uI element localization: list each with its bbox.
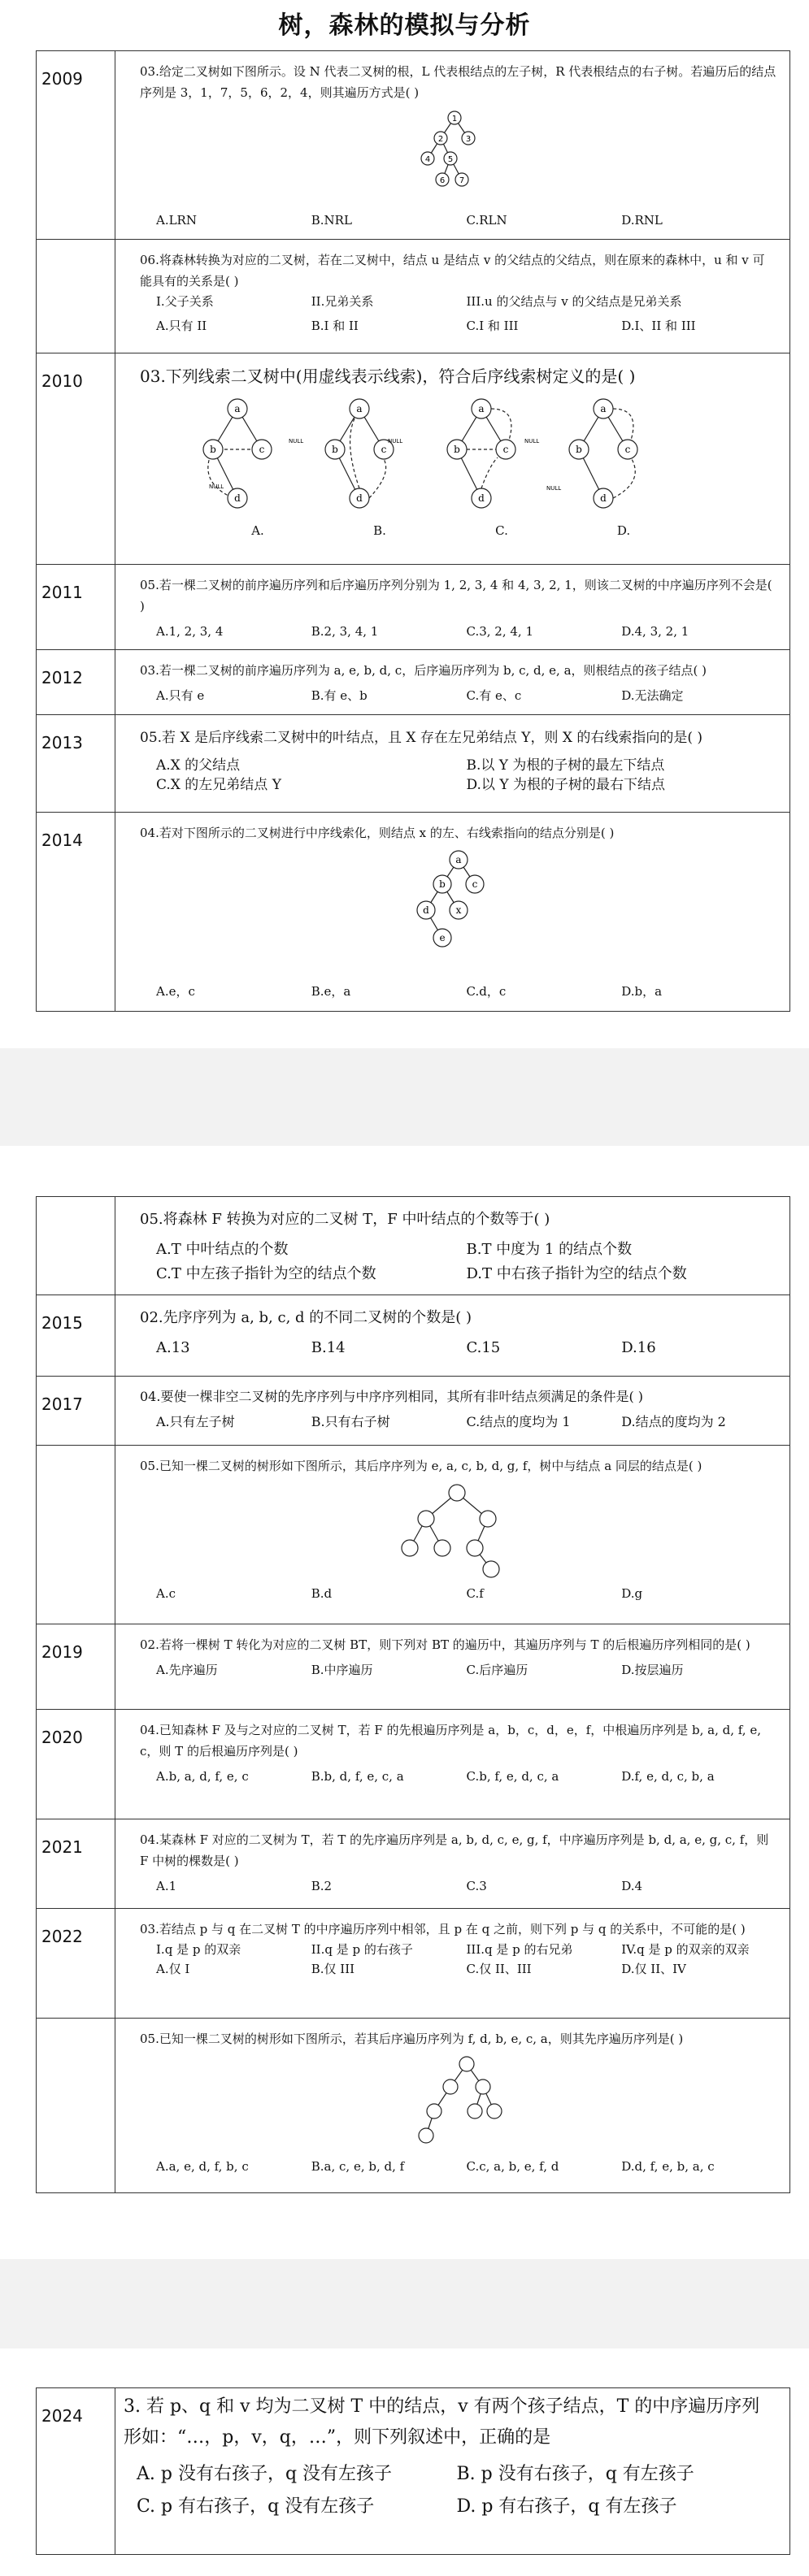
year-cell: 2015	[37, 1295, 115, 1377]
option-b: B.d	[311, 1586, 333, 1601]
question-text: 05.将森林 F 转换为对应的二叉树 T，F 中叶结点的个数等于( )	[140, 1211, 550, 1228]
table-row	[37, 715, 790, 813]
option-c: C.结点的度均为 1	[466, 1414, 571, 1429]
caption-d: D.	[616, 523, 631, 538]
option-b: B.NRL	[311, 213, 352, 228]
option-b: B.以 Y 为根的子树的最左下结点	[466, 757, 665, 774]
year-cell: 2022	[37, 1909, 115, 2019]
question-cell	[115, 240, 790, 353]
year-cell: 2021	[37, 1819, 115, 1909]
table-row	[37, 1197, 790, 1295]
node-label: b	[438, 878, 446, 890]
option-a: A.T 中叶结点的个数	[156, 1241, 289, 1258]
question-cell	[115, 1295, 790, 1377]
option-b: B.只有右子树	[311, 1414, 390, 1429]
option-c: C.f	[466, 1586, 484, 1601]
option-a: A.1, 2, 3, 4	[156, 624, 224, 639]
option-a: A.先序遍历	[156, 1663, 218, 1677]
table-row	[37, 1909, 790, 2019]
option-c: C.RLN	[466, 213, 507, 228]
option-c: C.X 的左兄弟结点 Y	[156, 777, 281, 793]
year-cell: 2013	[37, 715, 115, 813]
option-d: D.I、II 和 III	[621, 319, 696, 333]
question-cell	[115, 1710, 790, 1819]
statement-ii: II.q 是 p 的右孩子	[311, 1942, 413, 1957]
option-d: D.b，a	[621, 984, 663, 999]
node-label: c	[624, 444, 631, 455]
statement-iii: III.q 是 p 的右兄弟	[466, 1942, 573, 1957]
table-row	[37, 565, 790, 650]
option-a: A.仅 I	[156, 1962, 190, 1976]
question-text: 05.若 X 是后序线索二叉树中的叶结点，且 X 存在左兄弟结点 Y，则 X 的右线索指向的是( )	[140, 730, 703, 746]
question-cell	[115, 650, 790, 715]
sheet-1	[0, 0, 809, 1048]
question-cell	[115, 813, 790, 1012]
option-b: B.14	[311, 1339, 346, 1356]
node-label: c	[502, 444, 509, 455]
answer-options	[140, 1660, 776, 1680]
answer-options	[140, 1959, 776, 1979]
option-c: C.b, f, e, d, c, a	[466, 1769, 559, 1784]
option-a: A.LRN	[156, 213, 197, 228]
option-d: D.4, 3, 2, 1	[621, 624, 689, 639]
statement-iii: III.u 的父结点与 v 的父结点是兄弟关系	[466, 294, 682, 309]
answer-options	[140, 1412, 776, 1432]
binary-tree-figure-2014	[398, 848, 520, 970]
node-label: b	[454, 444, 460, 455]
answer-options	[140, 1584, 776, 1603]
option-a: A.13	[156, 1339, 190, 1356]
question-text: 04.某森林 F 对应的二叉树为 T，若 T 的先序遍历序列是 a, b, d, c, e, g, f，中序遍历序列是 b, d, a, e, g, c, f，则 F 中树的棵数是( )	[140, 1832, 769, 1868]
question-cell	[115, 2388, 790, 2555]
question-text: 03.下列线索二叉树中(用虚线表示线索)，符合后序线索树定义的是( )	[140, 366, 636, 386]
option-a: A.c	[156, 1586, 176, 1601]
year-cell	[37, 1446, 115, 1624]
option-c: C.c, a, b, e, f, d	[466, 2159, 559, 2174]
question-cell	[115, 51, 790, 240]
question-cell	[115, 1909, 790, 2019]
thread-trees-figure-2010	[189, 392, 676, 527]
option-b: B.有 e、b	[311, 688, 368, 703]
option-d: D.4	[621, 1879, 643, 1893]
option-d: D.T 中右孩子指针为空的结点个数	[466, 1265, 687, 1282]
question-text: 04.要使一棵非空二叉树的先序序列与中序序列相同，其所有非叶结点须满足的条件是( )	[140, 1389, 644, 1404]
answer-options	[140, 1876, 776, 1896]
answer-options	[140, 1238, 776, 1286]
year-cell	[37, 2019, 115, 2193]
question-text: 02.先序序列为 a, b, c, d 的不同二叉树的个数是( )	[140, 1309, 472, 1326]
question-table-1	[36, 50, 790, 1012]
statement-items	[140, 292, 776, 311]
tree-node-label: 3	[465, 135, 471, 144]
answer-options	[140, 210, 776, 230]
statement-iv: IV.q 是 p 的双亲的双亲	[621, 1942, 750, 1957]
node-label: a	[600, 403, 607, 414]
option-c: C. p 有右孩子，q 没有左孩子	[137, 2496, 375, 2517]
option-c: C.3, 2, 4, 1	[466, 624, 533, 639]
question-text: 3. 若 p、q 和 v 均为二叉树 T 中的结点，v 有两个孩子结点，T 的中序遍历序列形如：“…，p，v，q，…”，则下列叙述中，正确的是	[124, 2396, 760, 2448]
option-d: D.g	[621, 1586, 643, 1601]
year-cell: 2020	[37, 1710, 115, 1819]
node-label: e	[438, 932, 446, 943]
table-row	[37, 1624, 790, 1710]
option-b: B.a, c, e, b, d, f	[311, 2159, 405, 2174]
question-text: 03.若结点 p 与 q 在二叉树 T 的中序遍历序列中相邻，且 p 在 q 之前，则下列 p 与 q 的关系中，不可能的是( )	[140, 1922, 746, 1936]
table-row	[37, 353, 790, 565]
statement-i: I.q 是 p 的双亲	[156, 1942, 241, 1957]
sheet-2	[0, 1146, 809, 2259]
node-label: b	[210, 444, 216, 455]
null-label: NULL	[289, 438, 304, 445]
option-d: D. p 有右孩子，q 有左孩子	[456, 2496, 677, 2517]
option-c: C.T 中左孩子指针为空的结点个数	[156, 1265, 376, 1282]
option-b: B.I 和 II	[311, 319, 359, 333]
year-cell: 2012	[37, 650, 115, 715]
answer-options	[140, 1767, 776, 1786]
node-label: a	[234, 403, 241, 414]
tree-node-label: 4	[424, 155, 430, 164]
option-d: D.RNL	[621, 213, 663, 228]
option-b: B.仅 III	[311, 1962, 355, 1976]
year-cell: 2024	[37, 2388, 115, 2555]
table-row	[37, 1295, 790, 1377]
null-label: NULL	[388, 438, 403, 445]
table-row	[37, 1377, 790, 1446]
table-row	[37, 1819, 790, 1909]
year-cell: 2019	[37, 1624, 115, 1710]
question-table-3	[36, 2387, 790, 2555]
answer-options	[140, 686, 776, 705]
null-label: NULL	[546, 485, 562, 492]
binary-tree-figure-2022	[402, 2054, 515, 2152]
question-cell	[115, 2019, 790, 2193]
question-cell	[115, 1197, 790, 1295]
option-a: A.b, a, d, f, e, c	[156, 1769, 249, 1784]
answer-options	[140, 1336, 776, 1360]
node-label: a	[356, 403, 363, 414]
caption-b: B.	[373, 523, 386, 538]
option-d: D.仅 II、IV	[621, 1962, 686, 1976]
option-a: A.a, e, d, f, b, c	[156, 2159, 249, 2174]
option-b: B. p 没有右孩子，q 有左孩子	[456, 2464, 694, 2484]
option-a: A.只有 II	[156, 319, 207, 333]
question-cell	[115, 565, 790, 650]
node-label: a	[455, 854, 462, 865]
node-label: b	[576, 444, 582, 455]
question-cell	[115, 1819, 790, 1909]
option-c: C.仅 II、III	[466, 1962, 532, 1976]
table-row	[37, 240, 790, 353]
option-c: C.3	[466, 1879, 487, 1893]
year-cell	[37, 1197, 115, 1295]
option-b: B.2, 3, 4, 1	[311, 624, 379, 639]
tree-node-label: 2	[437, 135, 443, 144]
option-c: C.有 e、c	[466, 688, 522, 703]
option-b: B.T 中度为 1 的结点个数	[466, 1241, 633, 1258]
figure-captions	[140, 523, 776, 538]
option-d: D.d, f, e, b, a, c	[621, 2159, 715, 2174]
option-d: D.结点的度均为 2	[621, 1414, 726, 1429]
option-d: D.按层遍历	[621, 1663, 684, 1677]
table-row	[37, 51, 790, 240]
table-row	[37, 813, 790, 1012]
option-c: C.后序遍历	[466, 1663, 528, 1677]
option-d: D.以 Y 为根的子树的最右下结点	[466, 777, 665, 793]
binary-tree-figure-2017	[394, 1481, 524, 1579]
table-row	[37, 1710, 790, 1819]
node-label: d	[600, 492, 607, 504]
option-a: A.只有 e	[156, 688, 205, 703]
binary-tree-figure-2009	[410, 108, 507, 206]
answer-options	[140, 622, 776, 641]
question-table-2	[36, 1196, 790, 2193]
node-label: c	[381, 444, 387, 455]
node-label: c	[472, 878, 477, 890]
question-text: 05.若一棵二叉树的前序遍历序列和后序遍历序列分别为 1, 2, 3, 4 和 4, 3, 2, 1，则该二叉树的中序遍历序列不会是( )	[140, 578, 772, 614]
question-cell	[115, 1446, 790, 1624]
question-cell	[115, 715, 790, 813]
question-text: 04.已知森林 F 及与之对应的二叉树 T，若 F 的先根遍历序列是 a，b，c，d，e，f，中根遍历序列是 b, a, d, f, e, c，则 T 的后根遍历序列是( )	[140, 1723, 761, 1759]
question-text: 05.已知一棵二叉树的树形如下图所示，其后序序列为 e, a, c, b, d, g, f，树中与结点 a 同层的结点是( )	[140, 1459, 702, 1473]
node-label: d	[478, 492, 485, 504]
option-a: A.1	[156, 1879, 177, 1893]
sheet-3	[0, 2348, 809, 2576]
year-cell: 2009	[37, 51, 115, 240]
option-c: C.d，c	[466, 984, 507, 999]
node-label: d	[422, 904, 429, 916]
option-b: B.2	[311, 1879, 333, 1893]
option-a: A.X 的父结点	[156, 757, 241, 774]
question-text: 03.若一棵二叉树的前序遍历序列为 a, e, b, d, c，后序遍历序列为 b, c, d, e, a，则根结点的孩子结点( )	[140, 663, 707, 678]
question-cell	[115, 1377, 790, 1446]
year-cell: 2017	[37, 1377, 115, 1446]
option-b: B.e，a	[311, 984, 351, 999]
option-d: D.16	[621, 1339, 656, 1356]
node-label: b	[332, 444, 338, 455]
node-label: x	[455, 904, 461, 916]
answer-options	[140, 2157, 776, 2176]
option-a: A.e，c	[156, 984, 195, 999]
answer-options	[124, 2458, 776, 2523]
statement-i: I.父子关系	[156, 294, 214, 309]
option-d: D.无法确定	[621, 688, 684, 703]
option-a: A.只有左子树	[156, 1414, 235, 1429]
tree-node-label: 6	[439, 176, 445, 185]
answer-options	[140, 756, 776, 795]
option-b: B.中序遍历	[311, 1663, 373, 1677]
caption-a: A.	[251, 523, 264, 538]
year-cell: 2010	[37, 353, 115, 565]
question-text: 06.将森林转换为对应的二叉树，若在二叉树中，结点 u 是结点 v 的父结点的父结点，则在原来的森林中，u 和 v 可能具有的关系是( )	[140, 253, 765, 288]
statement-ii: II.兄弟关系	[311, 294, 374, 309]
tree-node-label: 7	[459, 176, 464, 185]
node-label: d	[356, 492, 363, 504]
null-label: NULL	[524, 438, 540, 445]
answer-options	[140, 982, 776, 1001]
option-c: C.15	[466, 1339, 501, 1356]
table-row	[37, 1446, 790, 1624]
answer-options	[140, 316, 776, 336]
node-label: d	[234, 492, 241, 504]
option-c: C.I 和 III	[466, 319, 519, 333]
question-cell	[115, 353, 790, 565]
table-row	[37, 2388, 790, 2555]
tree-node-label: 1	[451, 115, 457, 124]
table-row	[37, 2019, 790, 2193]
node-label: a	[478, 403, 485, 414]
year-cell: 2014	[37, 813, 115, 1012]
node-label: c	[259, 444, 265, 455]
tree-node-label: 5	[447, 155, 453, 164]
table-row	[37, 650, 790, 715]
question-text: 03.给定二叉树如下图所示。设 N 代表二叉树的根，L 代表根结点的左子树，R 代表根结点的右子树。若遍历后的结点序列是 3，1，7，5，6，2，4，则其遍历方式是( )	[140, 64, 776, 100]
year-cell	[37, 240, 115, 353]
question-text: 02.若将一棵树 T 转化为对应的二叉树 BT，则下列对 BT 的遍历中，其遍历序列与 T 的后根遍历序列相同的是( )	[140, 1637, 750, 1652]
null-label: NULL	[209, 484, 224, 490]
statement-items	[140, 1940, 776, 1959]
option-a: A. p 没有右孩子，q 没有左孩子	[137, 2464, 393, 2484]
option-d: D.f, e, d, c, b, a	[621, 1769, 715, 1784]
option-b: B.b, d, f, e, c, a	[311, 1769, 404, 1784]
question-text: 04.若对下图所示的二叉树进行中序线索化，则结点 x 的左、右线索指向的结点分别是( )	[140, 826, 615, 840]
question-text: 05.已知一棵二叉树的树形如下图所示，若其后序遍历序列为 f, d, b, e, c, a，则其先序遍历序列是( )	[140, 2032, 684, 2046]
question-cell	[115, 1624, 790, 1710]
page-title: 树，森林的模拟与分析	[278, 11, 531, 40]
caption-c: C.	[495, 523, 508, 538]
year-cell: 2011	[37, 565, 115, 650]
